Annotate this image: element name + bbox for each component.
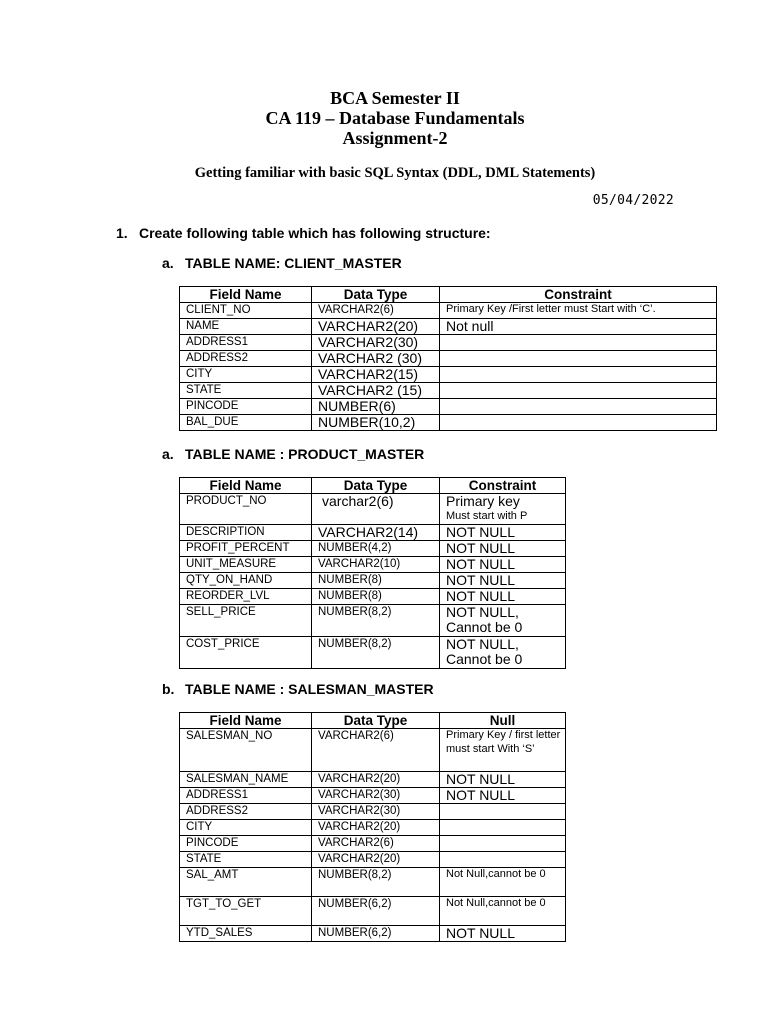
table-row [180, 525, 566, 541]
data-type-cell: varchar2(6) [312, 494, 440, 525]
constraint-cell [440, 415, 717, 431]
constraint-line: NOT NULL, [446, 604, 519, 620]
table-row [180, 926, 566, 942]
data-type-cell: VARCHAR2(6) [312, 729, 440, 772]
table-row [180, 573, 566, 589]
column-header: Data Type [312, 478, 440, 494]
table-row [180, 494, 566, 525]
section-title: TABLE NAME : PRODUCT_MASTER [185, 446, 425, 462]
product-master-table [179, 477, 566, 669]
data-type-cell: NUMBER(8) [312, 573, 440, 589]
table-row [180, 383, 717, 399]
data-type-cell: VARCHAR2(10) [312, 557, 440, 573]
field-name-cell: NAME [180, 319, 312, 335]
section-letter: b. [162, 681, 175, 697]
constraint-cell [440, 836, 566, 852]
constraint-cell [440, 852, 566, 868]
table-row [180, 335, 717, 351]
data-type-cell: VARCHAR2(6) [312, 303, 440, 319]
section-title: TABLE NAME : SALESMAN_MASTER [185, 681, 434, 697]
constraint-cell [440, 637, 566, 669]
section-title: TABLE NAME: CLIENT_MASTER [185, 255, 402, 271]
data-type-cell: NUMBER(8,2) [312, 868, 440, 897]
constraint-cell [440, 804, 566, 820]
table-row [180, 399, 717, 415]
column-header: Field Name [180, 287, 312, 303]
client-master-heading [162, 255, 402, 271]
data-type-cell: NUMBER(8,2) [312, 637, 440, 669]
field-name-cell: PINCODE [180, 399, 312, 415]
table-row [180, 897, 566, 926]
field-name-cell: PROFIT_PERCENT [180, 541, 312, 557]
document-date: 05/04/2022 [592, 193, 674, 208]
field-name-cell: BAL_DUE [180, 415, 312, 431]
constraint-note: Cannot be 0 [446, 651, 523, 667]
client-master-table [179, 286, 717, 431]
data-type-cell: VARCHAR2(20) [312, 772, 440, 788]
data-type-cell: NUMBER(6,2) [312, 897, 440, 926]
document-title-assignment: Assignment-2 [342, 128, 448, 148]
field-name-cell: STATE [180, 383, 312, 399]
field-name-cell: SELL_PRICE [180, 605, 312, 637]
constraint-cell: NOT NULL [440, 557, 566, 573]
table-header-row [180, 287, 717, 303]
table-header-row [180, 713, 566, 729]
field-name-cell: YTD_SALES [180, 926, 312, 942]
field-name-cell: ADDRESS2 [180, 804, 312, 820]
constraint-cell [440, 335, 717, 351]
constraint-cell [440, 383, 717, 399]
field-name-cell: CLIENT_NO [180, 303, 312, 319]
column-header: Constraint [440, 287, 717, 303]
field-name-cell: SALESMAN_NO [180, 729, 312, 772]
constraint-cell: Primary Key /First letter must Start with ‘C’. [440, 303, 717, 319]
data-type-cell: VARCHAR2(15) [312, 367, 440, 383]
question-text: Create following table which has following structure: [139, 225, 491, 241]
field-name-cell: CITY [180, 820, 312, 836]
data-type-cell: NUMBER(4,2) [312, 541, 440, 557]
table-row [180, 788, 566, 804]
field-name-cell: DESCRIPTION [180, 525, 312, 541]
document-title-course: BCA Semester II [330, 88, 460, 108]
constraint-cell [440, 494, 566, 525]
salesman-master-table [179, 712, 566, 942]
table-row [180, 367, 717, 383]
field-name-cell: STATE [180, 852, 312, 868]
data-type-cell: VARCHAR2(14) [312, 525, 440, 541]
constraint-cell [440, 351, 717, 367]
field-name-cell: REORDER_LVL [180, 589, 312, 605]
section-letter: a. [162, 255, 174, 271]
table-row [180, 852, 566, 868]
field-name-cell: PRODUCT_NO [180, 494, 312, 525]
data-type-cell: VARCHAR2 (15) [312, 383, 440, 399]
field-name-cell: ADDRESS1 [180, 335, 312, 351]
table-row [180, 303, 717, 319]
constraint-cell: Not Null,cannot be 0 [440, 868, 566, 897]
column-header: Data Type [312, 287, 440, 303]
data-type-cell: VARCHAR2(20) [312, 820, 440, 836]
product-master-heading [162, 446, 424, 462]
constraint-cell: NOT NULL [440, 926, 566, 942]
data-type-cell: NUMBER(8) [312, 589, 440, 605]
field-name-cell: COST_PRICE [180, 637, 312, 669]
data-type-cell: VARCHAR2(30) [312, 804, 440, 820]
field-name-cell: SALESMAN_NAME [180, 772, 312, 788]
constraint-cell: NOT NULL [440, 772, 566, 788]
table-row [180, 319, 717, 335]
data-type-cell: NUMBER(6,2) [312, 926, 440, 942]
table-row [180, 415, 717, 431]
table-row [180, 351, 717, 367]
field-name-cell: ADDRESS1 [180, 788, 312, 804]
data-type-cell: VARCHAR2 (30) [312, 351, 440, 367]
document-title-subject: CA 119 – Database Fundamentals [265, 108, 525, 128]
document-subtitle: Getting familiar with basic SQL Syntax (DDL, DML Statements) [194, 165, 596, 181]
table-header-row [180, 478, 566, 494]
constraint-cell [440, 367, 717, 383]
constraint-cell: Not Null,cannot be 0 [440, 897, 566, 926]
question-heading [116, 225, 491, 241]
constraint-cell [440, 399, 717, 415]
salesman-master-heading [162, 681, 434, 697]
data-type-cell: NUMBER(10,2) [312, 415, 440, 431]
constraint-note: Must start with P [446, 510, 528, 522]
data-type-cell: NUMBER(6) [312, 399, 440, 415]
constraint-cell: NOT NULL [440, 541, 566, 557]
constraint-line: Primary key [446, 493, 520, 509]
constraint-cell [440, 820, 566, 836]
column-header: Null [440, 713, 566, 729]
field-name-cell: QTY_ON_HAND [180, 573, 312, 589]
constraint-cell: NOT NULL [440, 788, 566, 804]
question-number: 1. [116, 225, 128, 241]
table-row [180, 836, 566, 852]
data-type-cell: VARCHAR2(20) [312, 319, 440, 335]
column-header: Field Name [180, 478, 312, 494]
field-name-cell: UNIT_MEASURE [180, 557, 312, 573]
constraint-cell: Not null [440, 319, 717, 335]
field-name-cell: SAL_AMT [180, 868, 312, 897]
constraint-cell: NOT NULL [440, 525, 566, 541]
constraint-cell: NOT NULL [440, 573, 566, 589]
table-row [180, 772, 566, 788]
field-name-cell: CITY [180, 367, 312, 383]
section-letter: a. [162, 446, 174, 462]
data-type-cell: VARCHAR2(30) [312, 788, 440, 804]
table-row [180, 729, 566, 772]
column-header: Data Type [312, 713, 440, 729]
data-type-cell: VARCHAR2(6) [312, 836, 440, 852]
table-row [180, 541, 566, 557]
table-row [180, 605, 566, 637]
field-name-cell: PINCODE [180, 836, 312, 852]
constraint-line: NOT NULL, [446, 636, 519, 652]
data-type-cell: VARCHAR2(30) [312, 335, 440, 351]
column-header: Field Name [180, 713, 312, 729]
table-row [180, 868, 566, 897]
table-row [180, 637, 566, 669]
table-row [180, 804, 566, 820]
table-row [180, 820, 566, 836]
column-header: Constraint [440, 478, 566, 494]
field-name-cell: TGT_TO_GET [180, 897, 312, 926]
constraint-cell: NOT NULL [440, 589, 566, 605]
constraint-note: Cannot be 0 [446, 619, 523, 635]
field-name-cell: ADDRESS2 [180, 351, 312, 367]
table-row [180, 589, 566, 605]
constraint-cell: Primary Key / first letter must start With ‘S’ [440, 729, 566, 772]
data-type-cell: VARCHAR2(20) [312, 852, 440, 868]
table-row [180, 557, 566, 573]
constraint-cell [440, 605, 566, 637]
data-type-cell: NUMBER(8,2) [312, 605, 440, 637]
